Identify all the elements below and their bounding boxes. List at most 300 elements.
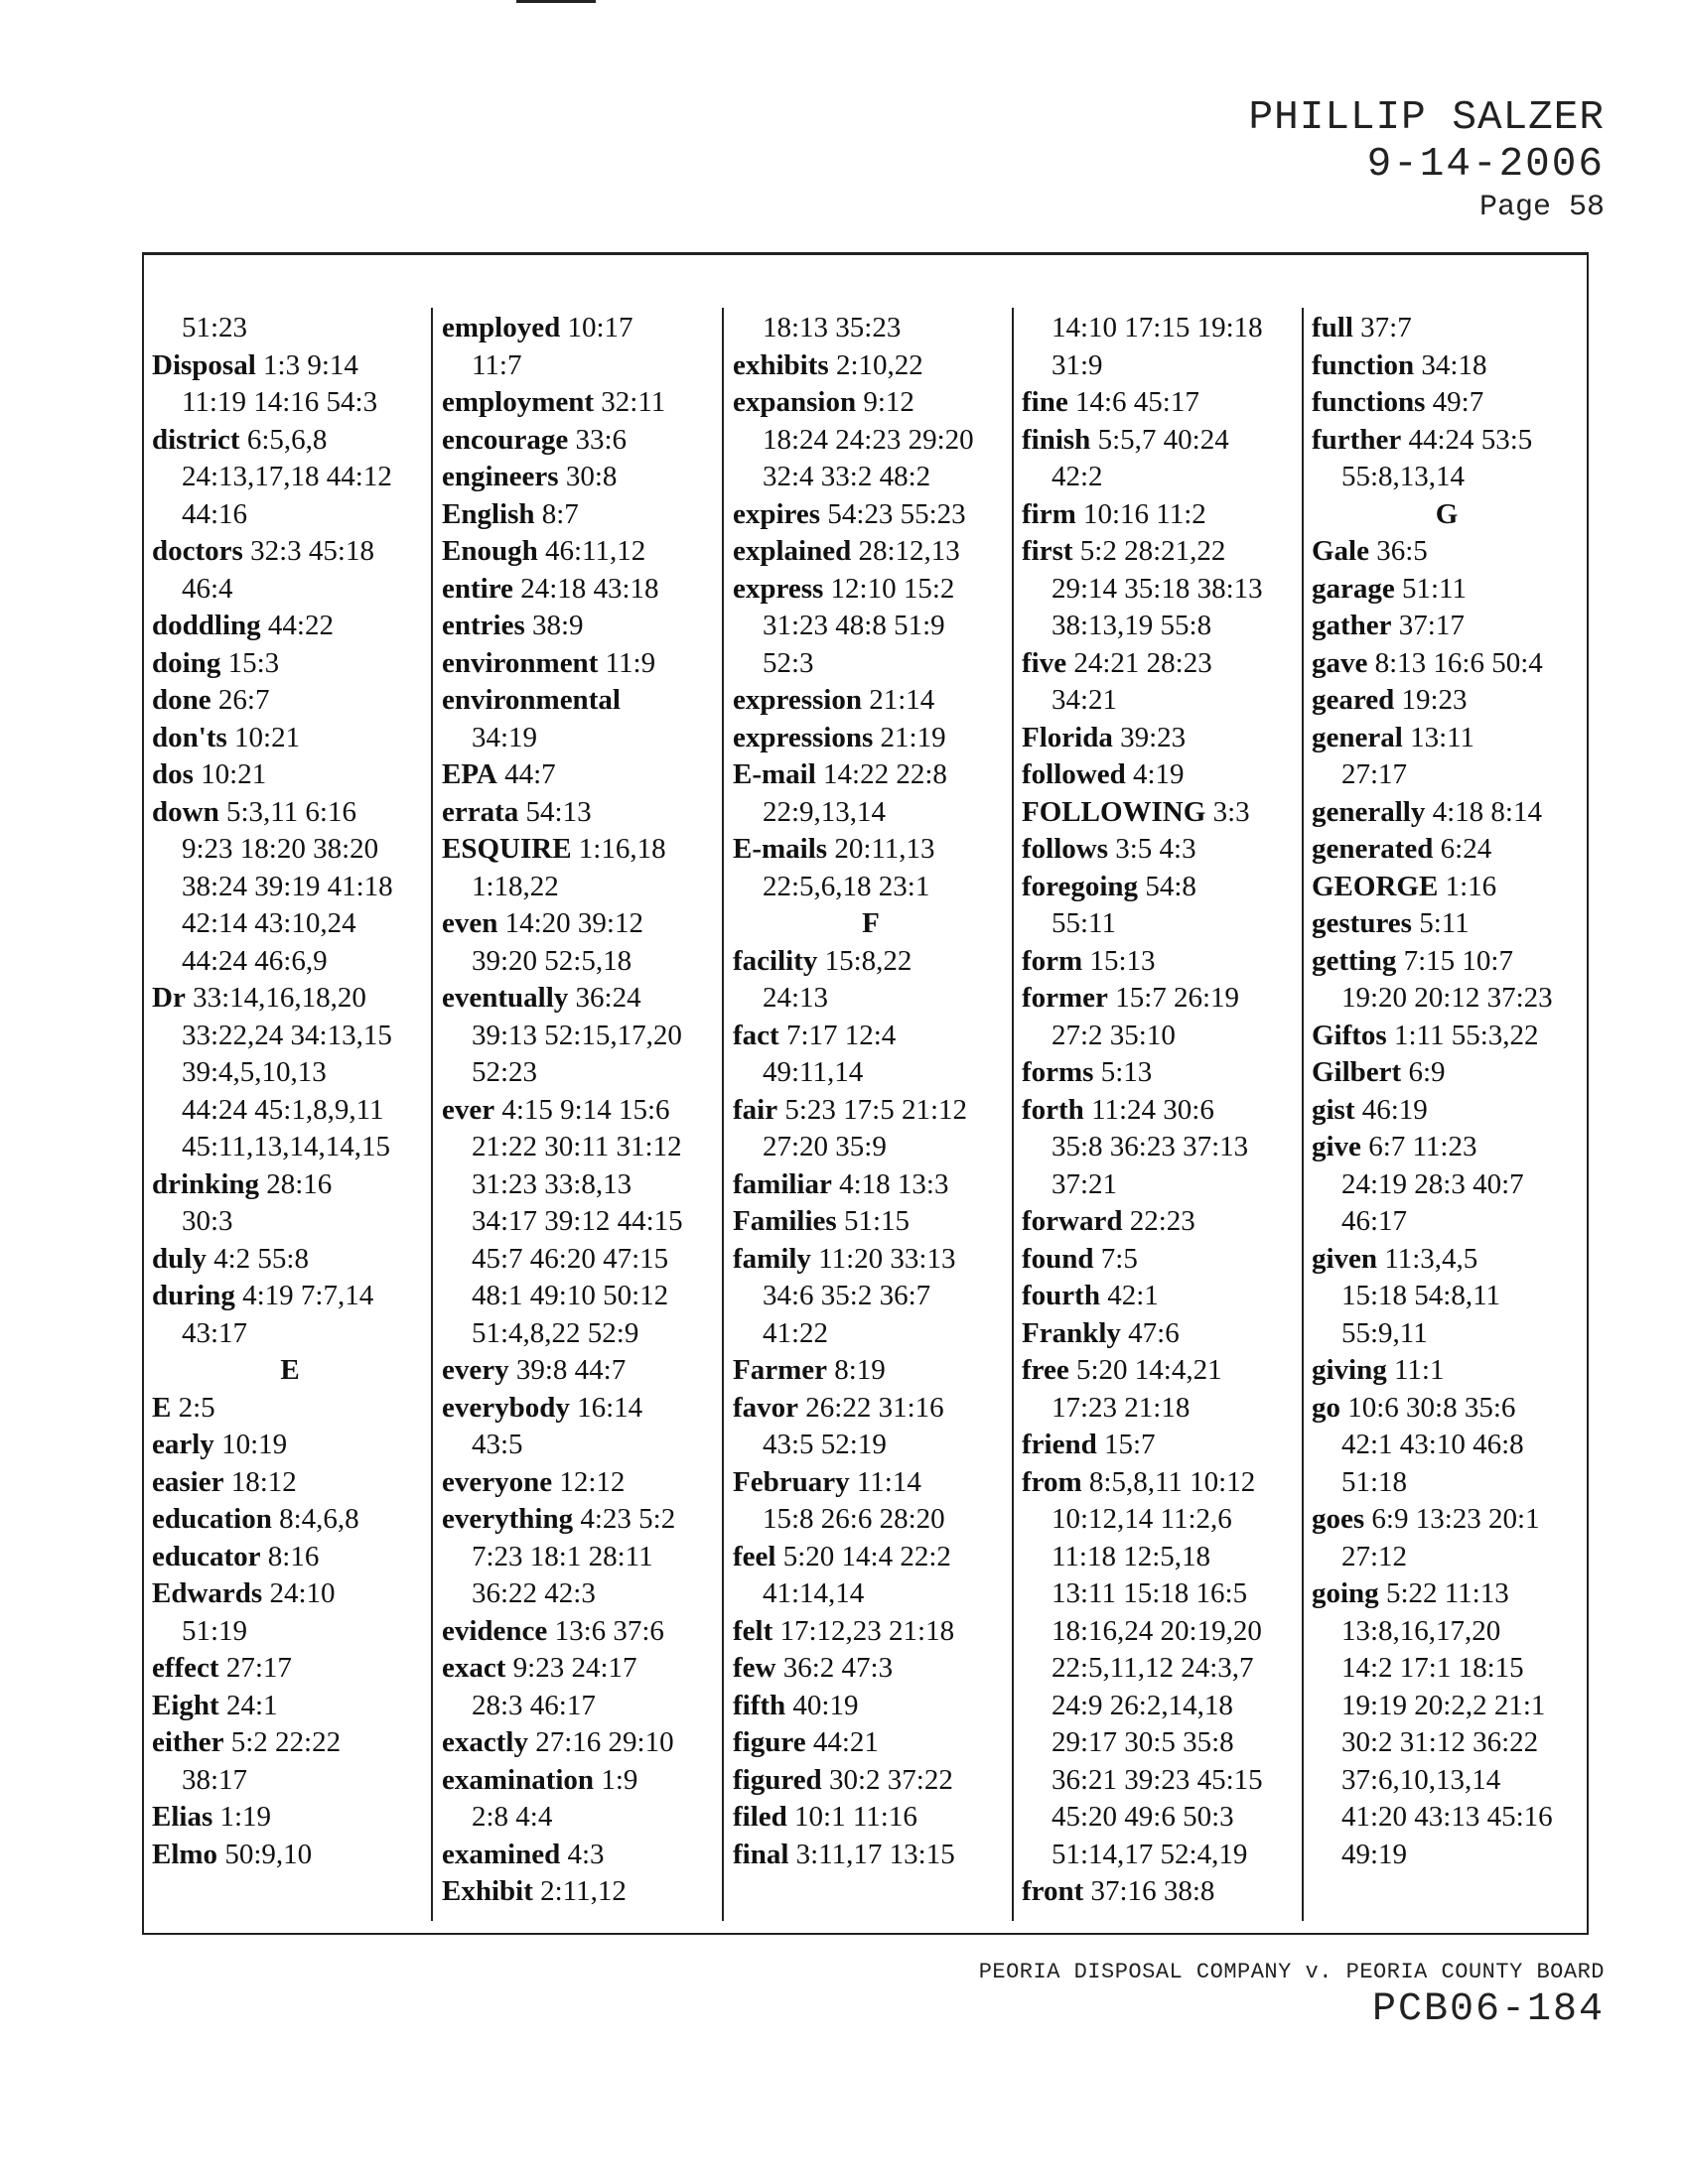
index-refs: 10:21 <box>234 721 301 753</box>
index-continuation: 43:17 <box>182 1316 248 1349</box>
index-term: favor <box>733 1391 799 1424</box>
index-continuation: 29:17 30:5 35:8 <box>1052 1726 1234 1758</box>
deposition-date: 9-14-2006 <box>1366 142 1605 188</box>
word-index <box>152 310 1582 1908</box>
index-entry <box>152 794 428 832</box>
index-continuation: 18:16,24 20:19,20 <box>1052 1614 1262 1647</box>
index-term: done <box>152 684 211 716</box>
index-refs: 6:7 11:23 <box>1368 1131 1477 1162</box>
index-refs: 5:20 14:4,21 <box>1076 1354 1222 1386</box>
index-term: figured <box>733 1763 822 1796</box>
index-term: foregoing <box>1022 870 1139 902</box>
index-term: followed <box>1022 758 1126 790</box>
index-entry <box>733 720 1009 757</box>
index-term: during <box>152 1280 235 1311</box>
index-entry <box>152 1278 428 1315</box>
index-term: exact <box>442 1652 506 1684</box>
index-entry <box>1022 943 1298 981</box>
index-refs: 6:9 13:23 20:1 <box>1371 1503 1540 1535</box>
index-refs: 1:9 <box>601 1763 638 1796</box>
index-refs: 28:16 <box>266 1167 333 1200</box>
scan-artifact-line <box>516 0 596 3</box>
index-continuation: 31:23 48:8 51:9 <box>763 610 945 641</box>
index-term: educator <box>152 1540 261 1572</box>
index-refs: 5:22 11:13 <box>1385 1577 1509 1609</box>
index-term: examined <box>442 1838 561 1870</box>
index-continuation: 19:19 20:2,2 21:1 <box>1341 1689 1546 1721</box>
index-entry <box>1312 1241 1582 1279</box>
index-entry <box>442 384 718 422</box>
index-term: go <box>1312 1391 1340 1424</box>
index-refs: 54:13 <box>525 795 592 828</box>
index-entry <box>1312 720 1582 757</box>
index-refs: 2:11,12 <box>540 1875 627 1907</box>
index-continuation: 37:21 <box>1052 1167 1118 1200</box>
index-continuation: 36:21 39:23 45:15 <box>1052 1763 1263 1796</box>
index-term: fourth <box>1022 1280 1100 1311</box>
index-continuation: 9:23 18:20 38:20 <box>182 833 379 865</box>
index-refs: 51:11 <box>1402 572 1467 605</box>
index-entry <box>152 1241 428 1279</box>
index-term: environment <box>442 646 599 679</box>
index-term: doing <box>152 646 221 679</box>
page-number: Page 58 <box>1478 191 1605 224</box>
index-refs: 9:12 <box>863 386 914 418</box>
index-refs: 1:16,18 <box>578 833 666 865</box>
index-continuation: 38:17 <box>182 1763 248 1796</box>
index-continuation: 11:7 <box>472 348 522 381</box>
index-term: front <box>1022 1875 1084 1907</box>
index-refs: 10:1 11:16 <box>794 1801 917 1833</box>
index-refs: 54:23 55:23 <box>827 497 966 530</box>
index-term: general <box>1312 721 1403 753</box>
index-entry <box>733 682 1009 720</box>
index-continuation: 34:21 <box>1052 684 1118 716</box>
index-continuation: 18:24 24:23 29:20 <box>763 423 974 456</box>
index-continuation: 48:1 49:10 50:12 <box>472 1280 669 1311</box>
index-term: FOLLOWING <box>1022 795 1206 828</box>
index-continuation: 39:13 52:15,17,20 <box>472 1019 682 1051</box>
index-refs: 4:19 <box>1132 758 1185 790</box>
index-term: every <box>442 1354 509 1386</box>
index-term: friend <box>1022 1429 1097 1460</box>
index-continuation: 24:9 26:2,14,18 <box>1052 1689 1233 1721</box>
index-entry <box>733 533 1009 571</box>
index-entry <box>1022 422 1298 460</box>
index-refs: 15:7 <box>1103 1429 1156 1460</box>
index-term: Elias <box>152 1801 213 1833</box>
index-continuation: 51:19 <box>182 1614 248 1647</box>
index-term: Florida <box>1022 721 1113 753</box>
index-entry <box>733 571 1009 609</box>
index-entry <box>442 794 718 832</box>
index-continuation: 27:12 <box>1341 1540 1408 1572</box>
index-entry <box>1312 943 1582 981</box>
index-refs: 8:13 16:6 50:4 <box>1374 646 1543 679</box>
index-term: gist <box>1312 1093 1355 1126</box>
index-refs: 4:18 8:14 <box>1432 795 1542 828</box>
index-term: fair <box>733 1093 778 1126</box>
index-term: final <box>733 1838 789 1870</box>
index-refs: 40:19 <box>792 1689 859 1721</box>
index-column-4 <box>1022 310 1298 1908</box>
index-refs: 46:19 <box>1361 1093 1428 1126</box>
index-term: Gilbert <box>1312 1056 1402 1088</box>
index-continuation: 42:1 43:10 46:8 <box>1341 1429 1524 1460</box>
index-continuation: 14:10 17:15 19:18 <box>1052 312 1263 343</box>
index-refs: 17:12,23 21:18 <box>779 1614 955 1647</box>
index-entry <box>442 1837 718 1874</box>
index-refs: 24:10 <box>269 1577 336 1609</box>
index-term: familiar <box>733 1167 832 1200</box>
index-refs: 16:14 <box>577 1391 643 1424</box>
index-refs: 26:22 31:16 <box>805 1391 944 1424</box>
index-continuation: 42:14 43:10,24 <box>182 907 356 939</box>
index-refs: 38:9 <box>532 610 584 641</box>
index-entry <box>1312 794 1582 832</box>
index-entry <box>1312 1575 1582 1613</box>
index-entry <box>152 1464 428 1502</box>
index-refs: 7:17 12:4 <box>785 1019 897 1051</box>
index-term: effect <box>152 1652 219 1684</box>
index-continuation: 13:11 15:18 16:5 <box>1052 1577 1248 1609</box>
index-refs: 18:12 <box>230 1465 297 1498</box>
index-term: goes <box>1312 1503 1365 1535</box>
index-term: even <box>442 907 498 939</box>
index-entry <box>152 980 428 1018</box>
index-term: forms <box>1022 1056 1094 1088</box>
index-entry <box>1312 422 1582 460</box>
index-continuation: 51:23 <box>182 312 248 343</box>
index-refs: 5:5,7 40:24 <box>1097 423 1229 456</box>
index-entry <box>1312 384 1582 422</box>
index-entry <box>442 682 718 720</box>
index-continuation: 22:5,6,18 23:1 <box>763 870 930 902</box>
index-refs: 6:9 <box>1408 1056 1446 1088</box>
index-continuation: 11:18 12:5,18 <box>1052 1540 1211 1572</box>
index-entry <box>1022 533 1298 571</box>
index-term: Farmer <box>733 1354 827 1386</box>
index-term: Disposal <box>152 348 256 381</box>
deponent-name: PHILLIP SALZER <box>1248 95 1605 141</box>
index-entry <box>1312 310 1582 347</box>
index-refs: 33:6 <box>575 423 628 456</box>
index-entry <box>152 1427 428 1464</box>
index-term: Exhibit <box>442 1875 533 1907</box>
index-term: everyone <box>442 1465 553 1498</box>
index-entry <box>152 682 428 720</box>
index-entry <box>1312 1092 1582 1130</box>
index-continuation: 46:4 <box>182 572 233 605</box>
index-continuation: 51:18 <box>1341 1465 1408 1498</box>
index-entry <box>733 1464 1009 1502</box>
index-refs: 42:1 <box>1107 1280 1159 1311</box>
index-continuation: 43:5 <box>472 1429 523 1460</box>
index-refs: 1:11 55:3,22 <box>1393 1019 1539 1051</box>
index-entry <box>733 347 1009 385</box>
index-term: don'ts <box>152 721 227 753</box>
index-entry <box>733 1092 1009 1130</box>
index-refs: 24:1 <box>225 1689 278 1721</box>
index-entry <box>1312 1390 1582 1428</box>
index-term: form <box>1022 944 1083 977</box>
index-term: follows <box>1022 833 1108 865</box>
index-entry <box>1312 1054 1582 1092</box>
index-term: gestures <box>1312 907 1412 939</box>
index-term: drinking <box>152 1167 259 1200</box>
index-refs: 30:8 <box>565 461 618 492</box>
index-refs: 33:14,16,18,20 <box>193 982 366 1014</box>
index-refs: 1:19 <box>219 1801 272 1833</box>
index-entry <box>152 608 428 645</box>
index-entry <box>152 1650 428 1688</box>
index-refs: 39:23 <box>1120 721 1187 753</box>
index-term: expressions <box>733 721 874 753</box>
index-term: doctors <box>152 535 243 567</box>
index-entry <box>442 1873 718 1911</box>
index-continuation: 1:18,22 <box>472 870 559 902</box>
index-term: five <box>1022 646 1067 679</box>
index-refs: 3:11,17 13:15 <box>795 1838 955 1870</box>
index-continuation: 2:8 4:4 <box>472 1801 553 1833</box>
index-entry <box>1312 608 1582 645</box>
index-term: entries <box>442 610 525 641</box>
index-term: garage <box>1312 572 1395 605</box>
index-entry <box>442 1390 718 1428</box>
index-entry <box>1022 384 1298 422</box>
index-refs: 6:5,6,8 <box>246 423 328 456</box>
index-term: giving <box>1312 1354 1387 1386</box>
index-refs: 12:10 15:2 <box>830 572 955 605</box>
index-entry <box>442 1352 718 1390</box>
index-term: fine <box>1022 386 1068 418</box>
index-continuation: 44:16 <box>182 497 248 530</box>
index-continuation: 29:14 35:18 38:13 <box>1052 572 1263 605</box>
index-column-5 <box>1312 310 1582 1908</box>
index-entry <box>733 496 1009 534</box>
index-refs: 21:14 <box>869 684 935 716</box>
index-refs: 34:18 <box>1421 348 1487 381</box>
index-term: February <box>733 1465 850 1498</box>
index-continuation: 24:13,17,18 44:12 <box>182 461 392 492</box>
index-term: easier <box>152 1465 224 1498</box>
case-title: PEORIA DISPOSAL COMPANY v. PEORIA COUNTY BOARD <box>978 1960 1605 1984</box>
index-continuation: 55:8,13,14 <box>1341 461 1466 492</box>
index-term: facility <box>733 944 818 977</box>
index-refs: 19:23 <box>1401 684 1468 716</box>
index-term: eventually <box>442 982 569 1014</box>
index-term: gather <box>1312 610 1392 641</box>
index-entry <box>442 831 718 869</box>
index-continuation: 45:7 46:20 47:15 <box>472 1242 669 1275</box>
index-continuation: 33:22,24 34:13,15 <box>182 1019 392 1051</box>
index-refs: 30:2 37:22 <box>828 1763 953 1796</box>
index-refs: 4:2 55:8 <box>213 1242 309 1275</box>
index-refs: 44:24 53:5 <box>1408 423 1533 456</box>
index-continuation: 15:8 26:6 28:20 <box>763 1503 945 1535</box>
index-continuation: 11:19 14:16 54:3 <box>182 386 378 418</box>
index-term: forward <box>1022 1205 1123 1237</box>
index-term: former <box>1022 982 1108 1014</box>
index-term: duly <box>152 1242 207 1275</box>
index-refs: 9:23 24:17 <box>512 1652 637 1684</box>
index-refs: 37:17 <box>1398 610 1465 641</box>
index-entry <box>733 1203 1009 1241</box>
index-column-1 <box>152 310 428 1908</box>
index-column-3 <box>733 310 1009 1908</box>
index-entry <box>1022 1092 1298 1130</box>
index-continuation: 18:13 35:23 <box>763 312 902 343</box>
index-refs: 13:6 37:6 <box>554 1614 664 1647</box>
index-continuation: 22:5,11,12 24:3,7 <box>1052 1652 1254 1684</box>
index-term: few <box>733 1652 776 1684</box>
index-entry <box>442 1092 718 1130</box>
index-term: E-mail <box>733 758 816 790</box>
index-refs: 1:3 9:14 <box>263 348 358 381</box>
index-refs: 10:17 <box>567 312 633 343</box>
index-term: first <box>1022 535 1073 567</box>
index-refs: 32:11 <box>601 386 666 418</box>
index-refs: 28:12,13 <box>858 535 960 567</box>
index-continuation: 36:22 42:3 <box>472 1577 596 1609</box>
index-refs: 10:6 30:8 35:6 <box>1347 1391 1516 1424</box>
index-continuation: 15:18 54:8,11 <box>1341 1280 1501 1311</box>
index-continuation: 34:6 35:2 36:7 <box>763 1280 931 1311</box>
index-continuation: 39:20 52:5,18 <box>472 944 632 977</box>
index-continuation: 17:23 21:18 <box>1052 1391 1191 1424</box>
index-refs: 24:21 28:23 <box>1073 646 1212 679</box>
index-refs: 4:23 5:2 <box>580 1503 676 1535</box>
index-refs: 39:8 44:7 <box>515 1354 627 1386</box>
index-continuation: 55:11 <box>1052 907 1116 939</box>
index-term: found <box>1022 1242 1094 1275</box>
index-term: generally <box>1312 795 1426 828</box>
index-refs: 8:19 <box>834 1354 886 1386</box>
index-entry <box>1312 905 1582 943</box>
index-term: from <box>1022 1465 1082 1498</box>
index-continuation: 52:3 <box>763 646 814 679</box>
index-continuation: 24:19 28:3 40:7 <box>1341 1167 1524 1200</box>
index-entry <box>442 1762 718 1800</box>
index-entry <box>442 1650 718 1688</box>
index-entry <box>1312 1129 1582 1166</box>
index-refs: 5:3,11 6:16 <box>225 795 356 828</box>
index-continuation: 41:20 43:13 45:16 <box>1341 1801 1553 1833</box>
index-entry <box>733 1166 1009 1204</box>
index-entry <box>152 1837 428 1874</box>
index-term: dos <box>152 758 194 790</box>
index-refs: 5:11 <box>1419 907 1470 939</box>
index-entry <box>733 1799 1009 1837</box>
index-continuation: 10:12,14 11:2,6 <box>1052 1503 1232 1535</box>
index-continuation: 28:3 46:17 <box>472 1689 596 1721</box>
index-refs: 14:22 22:8 <box>823 758 947 790</box>
index-continuation: 38:13,19 55:8 <box>1052 610 1212 641</box>
index-continuation: 46:17 <box>1341 1205 1408 1237</box>
index-continuation: 44:24 46:6,9 <box>182 944 328 977</box>
index-continuation: 31:23 33:8,13 <box>472 1167 632 1200</box>
index-term: everything <box>442 1503 574 1535</box>
index-entry <box>152 1539 428 1576</box>
index-continuation: 43:5 52:19 <box>763 1429 887 1460</box>
index-refs: 8:16 <box>267 1540 320 1572</box>
index-refs: 7:5 <box>1100 1242 1138 1275</box>
index-continuation: 39:4,5,10,13 <box>182 1056 327 1088</box>
index-entry <box>442 1724 718 1762</box>
index-entry <box>1312 1018 1582 1055</box>
index-entry <box>152 645 428 683</box>
index-refs: 37:16 38:8 <box>1090 1875 1215 1907</box>
index-term: exhibits <box>733 348 829 381</box>
index-term: going <box>1312 1577 1379 1609</box>
index-term: functions <box>1312 386 1426 418</box>
index-continuation: 27:17 <box>1341 758 1408 790</box>
index-entry <box>152 1688 428 1725</box>
index-refs: 5:2 22:22 <box>230 1726 342 1758</box>
index-refs: 11:9 <box>605 646 656 679</box>
index-continuation: 27:2 35:10 <box>1052 1019 1176 1051</box>
index-entry <box>1312 831 1582 869</box>
index-term: Eight <box>152 1689 219 1721</box>
index-entry <box>733 1018 1009 1055</box>
index-term: expires <box>733 497 821 530</box>
index-continuation: 14:2 17:1 18:15 <box>1341 1652 1524 1684</box>
index-term: family <box>733 1242 811 1275</box>
index-entry <box>1022 1427 1298 1464</box>
index-continuation: 37:6,10,13,14 <box>1341 1763 1501 1796</box>
index-continuation: 45:11,13,14,14,15 <box>182 1131 390 1162</box>
index-entry <box>1022 720 1298 757</box>
index-entry <box>152 756 428 794</box>
index-entry <box>733 1539 1009 1576</box>
index-entry <box>733 1650 1009 1688</box>
index-entry <box>1022 1352 1298 1390</box>
index-term: E-mails <box>733 833 828 865</box>
index-term: employed <box>442 312 561 343</box>
index-term: doddling <box>152 610 261 641</box>
index-continuation: 44:24 45:1,8,9,11 <box>182 1093 384 1126</box>
index-refs: 5:13 <box>1100 1056 1153 1088</box>
index-refs: 44:7 <box>504 758 556 790</box>
index-term: gave <box>1312 646 1368 679</box>
index-refs: 14:20 39:12 <box>504 907 643 939</box>
index-entry <box>442 496 718 534</box>
index-entry <box>152 720 428 757</box>
index-term: given <box>1312 1242 1378 1275</box>
index-term: exactly <box>442 1726 528 1758</box>
index-term: evidence <box>442 1614 548 1647</box>
index-term: express <box>733 572 824 605</box>
index-term: district <box>152 423 240 456</box>
index-continuation: 34:17 39:12 44:15 <box>472 1205 683 1237</box>
index-continuation: 24:13 <box>763 982 829 1014</box>
index-refs: 14:6 45:17 <box>1074 386 1199 418</box>
index-term: generated <box>1312 833 1434 865</box>
index-entry <box>1022 1054 1298 1092</box>
index-continuation: 52:23 <box>472 1056 538 1088</box>
index-refs: 26:7 <box>217 684 270 716</box>
index-entry <box>152 1724 428 1762</box>
index-entry <box>442 608 718 645</box>
index-entry <box>442 756 718 794</box>
index-term: everybody <box>442 1391 570 1424</box>
index-refs: 10:21 <box>201 758 267 790</box>
index-term: GEORGE <box>1312 870 1439 902</box>
index-entry <box>442 533 718 571</box>
index-entry <box>1022 980 1298 1018</box>
index-continuation: 7:23 18:1 28:11 <box>472 1540 653 1572</box>
index-entry <box>733 1241 1009 1279</box>
